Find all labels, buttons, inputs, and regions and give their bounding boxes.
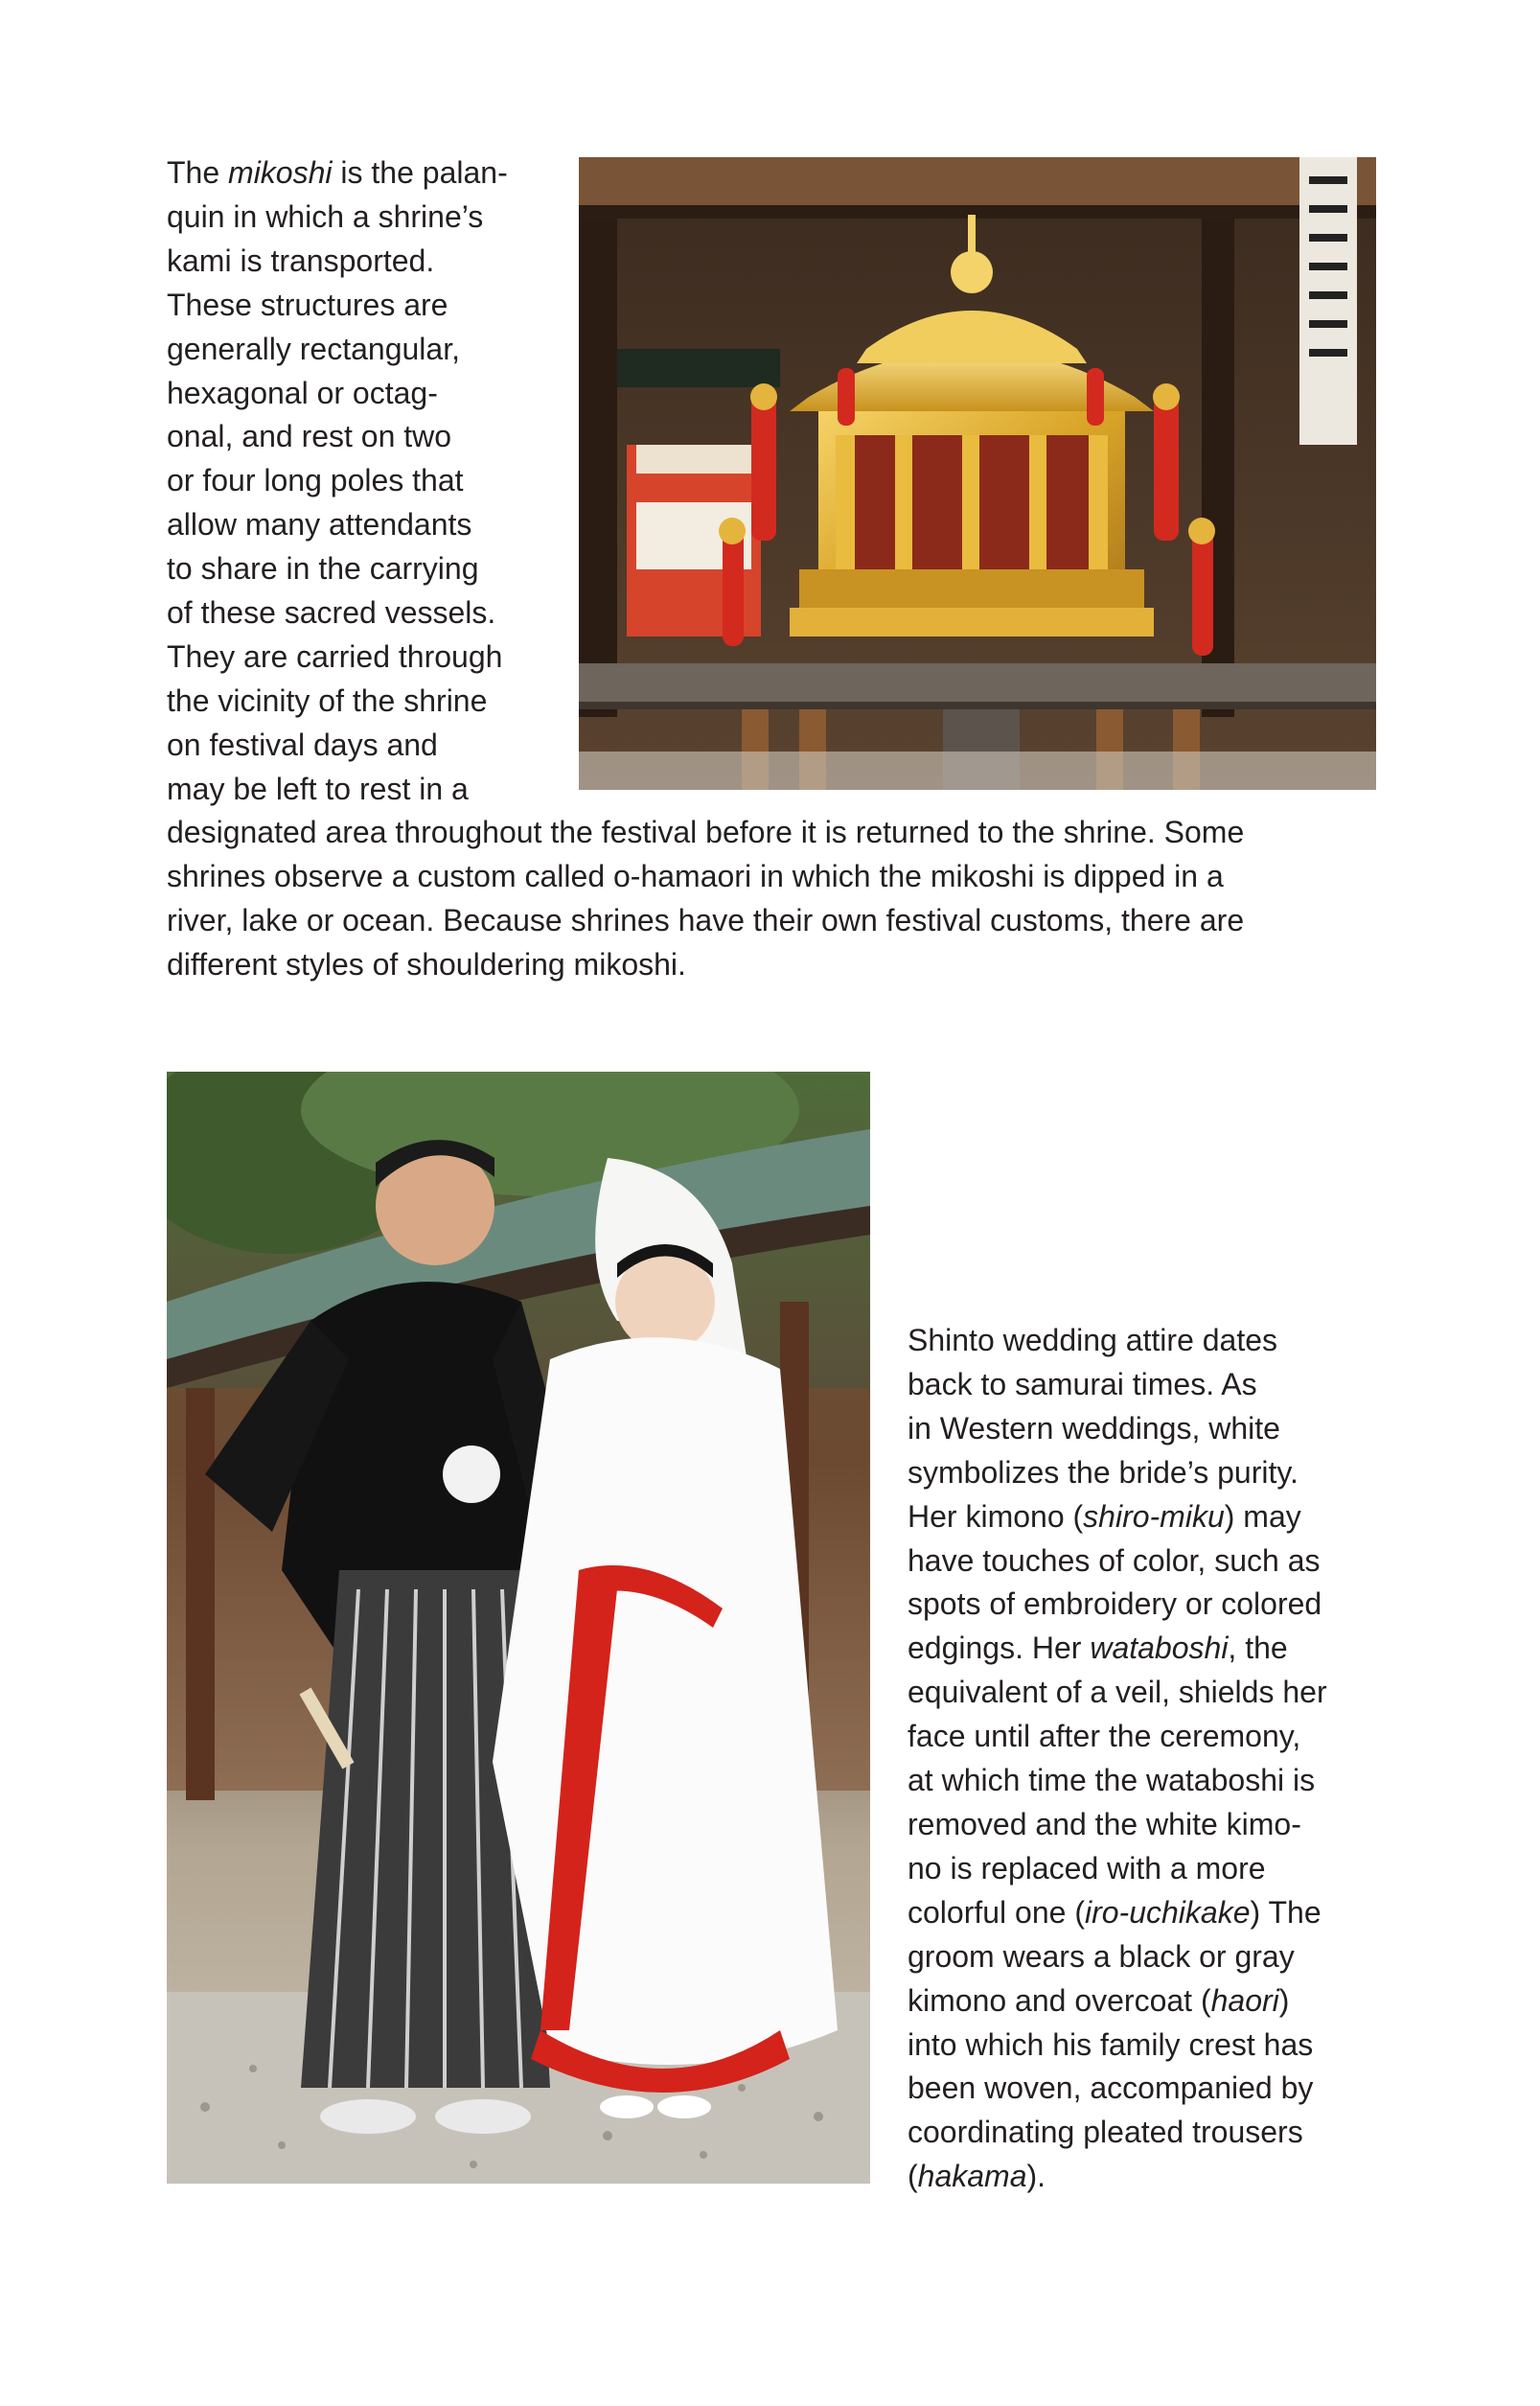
- text-line: [167, 680, 508, 724]
- text-run: allow many attendants: [167, 507, 472, 543]
- text-run: colorful one (: [908, 1894, 1085, 1930]
- text-run: Shinto wedding attire dates: [908, 1323, 1278, 1357]
- text-line: [908, 1979, 1327, 2024]
- italic-term: iro-uchikake: [1084, 1894, 1251, 1930]
- text-run: ).: [1026, 2159, 1046, 2194]
- text-line: [167, 503, 508, 547]
- text-run: generally rectangular,: [167, 331, 460, 366]
- text-run: (: [908, 2159, 918, 2194]
- mikoshi-photo: [579, 157, 1376, 790]
- text-run: hexagonal or octag-: [167, 375, 438, 410]
- text-line: [908, 2067, 1327, 2111]
- text-run: to share in the carrying: [167, 551, 479, 587]
- text-run: They are carried through: [167, 638, 503, 674]
- text-line: [908, 1891, 1327, 1935]
- wedding-paragraph: [908, 1319, 1327, 2199]
- text-run: ): [1278, 1982, 1290, 2018]
- text-line: [167, 415, 508, 459]
- text-run: kimono and overcoat (: [908, 1982, 1211, 2018]
- text-run: of these sacred vessels.: [167, 595, 496, 631]
- text-run: is the palan-: [332, 155, 508, 190]
- text-line: [908, 1363, 1327, 1407]
- text-run: The: [167, 155, 229, 190]
- text-run: in Western weddings, white: [908, 1410, 1280, 1446]
- text-run: quin in which a shrine’s: [167, 198, 484, 234]
- text-run: face until after the ceremony,: [908, 1719, 1301, 1754]
- text-run: kami is transported.: [167, 243, 435, 278]
- text-line: [908, 2024, 1327, 2068]
- text-line: [908, 1847, 1327, 1891]
- text-run: , the: [1228, 1631, 1288, 1666]
- text-line: [167, 284, 508, 328]
- text-line: [908, 1407, 1327, 1451]
- text-run: no is replaced with a more: [908, 1850, 1266, 1885]
- text-line: [908, 1495, 1327, 1539]
- text-line: [908, 1935, 1327, 1979]
- text-line: [167, 591, 508, 636]
- text-run: river, lake or ocean. Because shrines have their own festival customs, there are: [167, 902, 1245, 937]
- text-line: [908, 1715, 1327, 1759]
- text-line: [167, 811, 1244, 855]
- text-line: [908, 1539, 1327, 1584]
- text-run: or four long poles that: [167, 463, 464, 498]
- text-run: equivalent of a veil, shields her: [908, 1675, 1327, 1710]
- text-line: [167, 372, 508, 416]
- italic-term: hakama: [917, 2159, 1027, 2194]
- text-line: [908, 1583, 1327, 1627]
- text-run: removed and the white kimo-: [908, 1806, 1301, 1841]
- wedding-photo-illustration: [167, 1072, 870, 2184]
- text-line: [167, 547, 508, 591]
- text-line: [908, 1451, 1327, 1495]
- text-run: ) may: [1224, 1498, 1301, 1534]
- text-run: designated area throughout the festival before it is returned to the shrine. Some: [167, 815, 1245, 849]
- text-line: [908, 1319, 1327, 1363]
- mikoshi-paragraph-wide: [167, 811, 1244, 987]
- text-line: [908, 2155, 1327, 2199]
- text-run: edgings. Her: [908, 1631, 1091, 1666]
- text-run: spots of embroidery or colored: [908, 1586, 1322, 1622]
- text-line: [167, 855, 1244, 899]
- text-line: [167, 768, 508, 812]
- text-run: the vicinity of the shrine: [167, 682, 488, 718]
- text-run: shrines observe a custom called o-hamaori in which the mikoshi is dipped in a: [167, 858, 1224, 893]
- text-line: [167, 943, 1244, 987]
- text-line: [167, 151, 508, 196]
- text-line: [167, 240, 508, 284]
- text-run: have touches of color, such as: [908, 1542, 1321, 1578]
- text-run: groom wears a black or gray: [908, 1938, 1295, 1974]
- text-line: [908, 1759, 1327, 1803]
- text-line: [167, 196, 508, 240]
- text-run: been woven, accompanied by: [908, 2071, 1314, 2106]
- text-run: ) The: [1250, 1894, 1322, 1930]
- italic-term: mikoshi: [228, 155, 333, 190]
- text-line: [167, 459, 508, 503]
- text-line: [908, 2111, 1327, 2155]
- text-run: on festival days and: [167, 727, 438, 762]
- italic-term: shiro-miku: [1083, 1498, 1225, 1534]
- text-line: [908, 1671, 1327, 1715]
- text-run: back to samurai times. As: [908, 1366, 1257, 1401]
- mikoshi-photo-illustration: [579, 157, 1376, 790]
- text-line: [167, 899, 1244, 943]
- text-line: [908, 1803, 1327, 1847]
- italic-term: wataboshi: [1090, 1631, 1229, 1666]
- text-run: may be left to rest in a: [167, 771, 469, 806]
- text-run: symbolizes the bride’s purity.: [908, 1454, 1299, 1490]
- wedding-photo: [167, 1072, 870, 2184]
- text-run: into which his family crest has: [908, 2026, 1314, 2062]
- mikoshi-paragraph-narrow: [167, 151, 508, 812]
- text-run: onal, and rest on two: [167, 419, 452, 454]
- text-line: [167, 724, 508, 768]
- text-run: Her kimono (: [908, 1498, 1084, 1534]
- text-run: different styles of shouldering mikoshi.: [167, 946, 686, 982]
- italic-term: haori: [1210, 1982, 1279, 2018]
- text-run: coordinating pleated trousers: [908, 2115, 1303, 2150]
- text-line: [167, 328, 508, 372]
- text-run: These structures are: [167, 287, 448, 322]
- text-line: [167, 636, 508, 680]
- text-run: at which time the wataboshi is: [908, 1763, 1316, 1798]
- text-line: [908, 1627, 1327, 1671]
